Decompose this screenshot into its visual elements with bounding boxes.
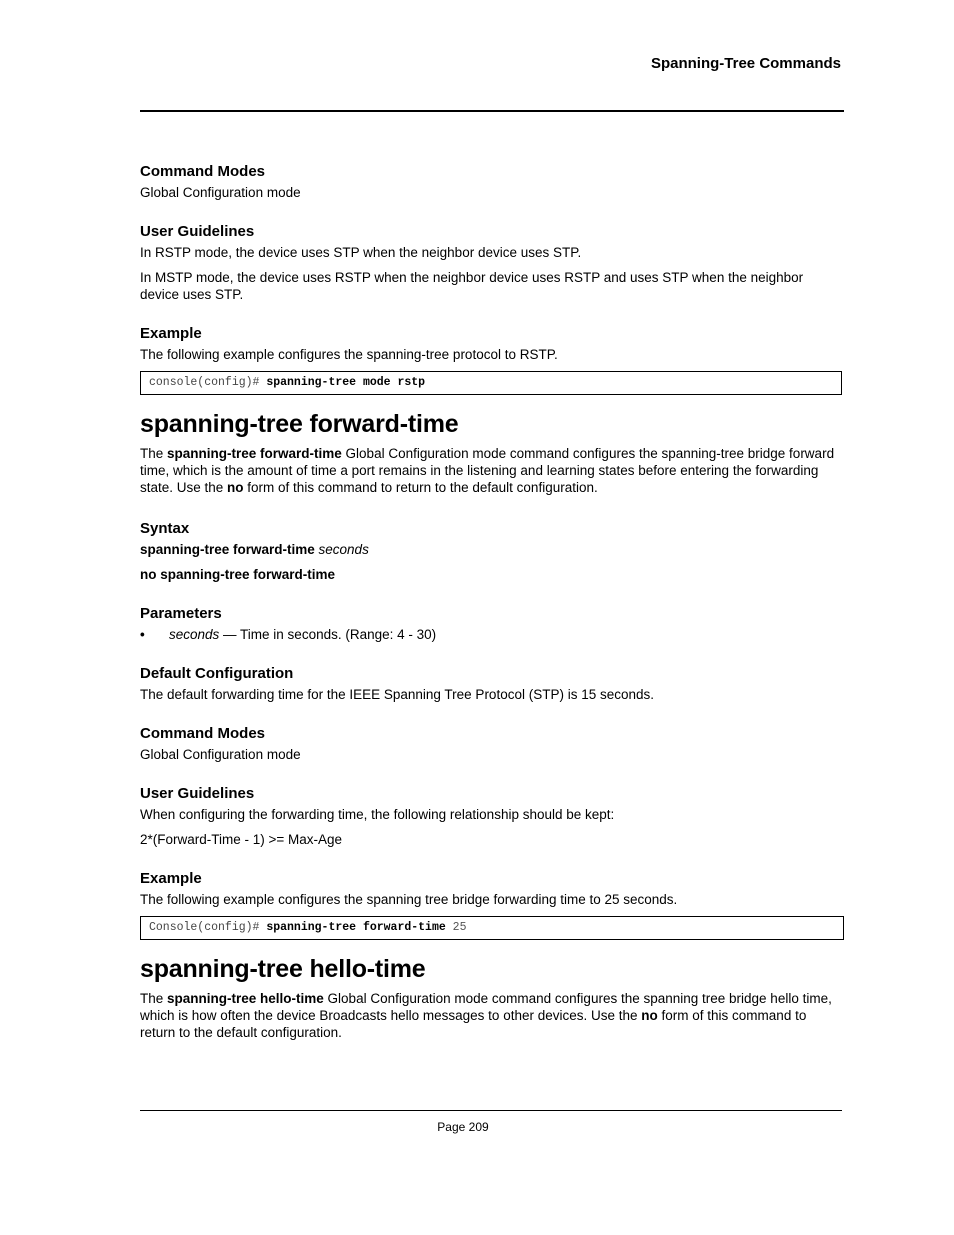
section-heading: User Guidelines [140,223,255,240]
section-text: The following example configures the spanning-tree protocol to RSTP. [140,347,558,362]
command-intro [140,990,842,1041]
section-heading: Command Modes [140,163,266,180]
section-text: The following example configures the spanning tree bridge forwarding time to 25 seconds. [140,892,678,907]
code-example [140,916,844,940]
page-number: Page 209 [437,1120,489,1134]
section-text: In RSTP mode, the device uses STP when the neighbor device uses STP. [140,245,582,260]
parameter-description: — Time in seconds. (Range: 4 - 30) [219,627,437,642]
page-content [140,163,842,1049]
section-text: In MSTP mode, the device uses RSTP when the neighbor device uses RSTP and uses STP when the neighbor device uses STP. [140,270,804,302]
section-text: Global Configuration mode [140,185,301,200]
code-command: spanning-tree mode rstp [266,376,426,389]
code-example [140,371,842,395]
example-section [140,870,842,940]
parameter-name: seconds [169,627,220,642]
section-text: When configuring the forwarding time, the following relationship should be kept: [140,807,615,822]
section-heading: Default Configuration [140,665,294,682]
header-rule [140,110,844,112]
user-guidelines-section [140,223,842,303]
running-header: Spanning-Tree Commands [650,55,841,72]
syntax-command: spanning-tree forward-time [140,542,319,557]
command-title: spanning-tree hello-time [140,955,426,983]
intro-text: The [140,446,168,461]
intro-command: spanning-tree forward-time [167,446,342,461]
command-intro [140,445,842,496]
section-text: 2*(Forward-Time - 1) >= Max-Age [140,832,343,847]
syntax-line [140,541,842,558]
example-section [140,325,842,395]
intro-no: no [641,1008,658,1023]
footer-rule [140,1110,842,1111]
syntax-argument: seconds [318,542,369,557]
section-heading: User Guidelines [140,785,255,802]
intro-text: form of this command to return to the default configuration. [140,1008,807,1040]
section-text: The default forwarding time for the IEEE Spanning Tree Protocol (STP) is 15 seconds. [140,687,655,702]
syntax-no-line: no spanning-tree forward-time [140,567,336,582]
command-modes-section [140,163,842,201]
section-heading: Example [140,870,202,887]
intro-no: no [227,480,244,495]
bullet-icon: • [140,627,145,642]
section-text: Global Configuration mode [140,747,301,762]
intro-command: spanning-tree hello-time [167,991,324,1006]
intro-text: Global Configuration mode command configures the spanning tree bridge hello time, which is how often the device Broadcasts hello messages to other devices. Use the [140,991,832,1023]
code-prompt: Console(config)# [149,921,267,934]
code-argument: 25 [445,921,467,934]
default-config-section [140,665,842,703]
user-guidelines-section [140,785,842,848]
intro-text: Global Configuration mode command configures the spanning-tree bridge forward time, which is the amount of time a port remains in the listening and learning states before entering the forwarding state. Use the [140,446,835,495]
section-heading: Syntax [140,520,190,537]
command-modes-section [140,725,842,763]
section-heading: Parameters [140,605,222,622]
section-heading: Command Modes [140,725,266,742]
command-title: spanning-tree forward-time [140,410,459,438]
section-heading: Example [140,325,202,342]
intro-text: The [140,991,168,1006]
syntax-section [140,520,842,583]
code-command: spanning-tree forward-time [266,921,446,934]
parameters-section [140,605,842,643]
intro-text: form of this command to return to the default configuration. [243,480,598,495]
code-prompt: console(config)# [149,376,267,389]
parameter-item [140,626,842,643]
